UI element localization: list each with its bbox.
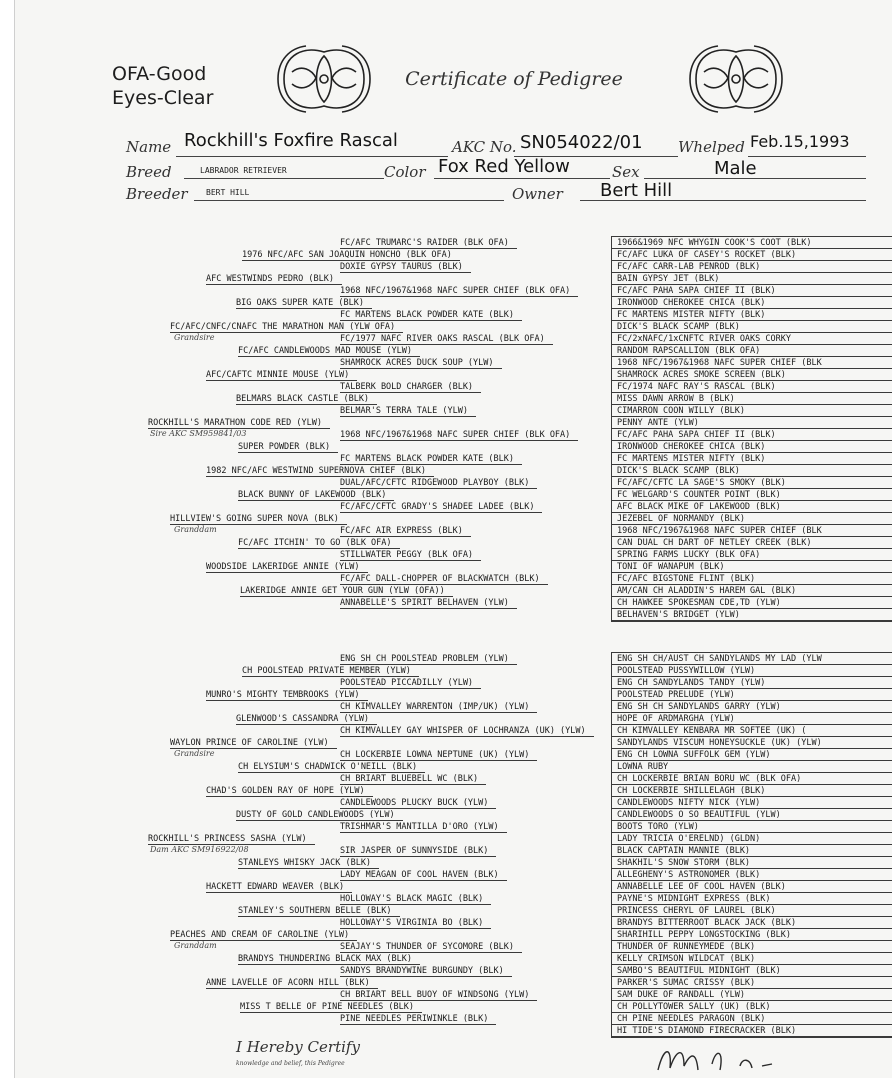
sire_side-gen5-entry: SHAMROCK ACRES DUCK SOUP (YLW) — [340, 358, 502, 369]
dam_side-gen5-entry: SANDYS BRANDYWINE BURGUNDY (BLK) — [340, 966, 512, 977]
dam_side-gen4-entry: BRANDYS THUNDERING BLACK MAX (BLK) — [238, 954, 420, 965]
sire_side-grandparent-note: Granddam — [174, 525, 217, 534]
dam_side-gen6-entry: BRANDYS BITTERROOT BLACK JACK (BLK) — [612, 917, 892, 929]
dam_side-grandparent-note: Grandsire — [174, 749, 215, 758]
owner-value: Bert Hill — [600, 180, 673, 201]
dam_side-gen6-entry: SANDYLANDS VISCUM HONEYSUCKLE (UK) (YLW) — [612, 737, 892, 749]
dam_side-gen6-entry: LOWNA RUBY — [612, 761, 892, 773]
dam_side-gen5-entry: CH KIMVALLEY GAY WHISPER OF LOCHRANZA (UK) (YLW) — [340, 726, 594, 737]
sire_side-gen5-entry: FC/AFC/CFTC GRADY'S SHADEE LADEE (BLK) — [340, 502, 542, 513]
sire_side-gen6-entry: AM/CAN CH ALADDIN'S HAREM GAL (BLK) — [612, 585, 892, 597]
certify-statement: I Hereby Certify — [236, 1038, 360, 1056]
dam_side-gen4-entry: CH ELYSIUM'S CHADWICK O'NEILL (BLK) — [238, 762, 425, 773]
sire_side-gen5-entry: FC/AFC DALL-CHOPPER OF BLACKWATCH (BLK) — [340, 574, 548, 585]
dam_side-gen3-entry: HACKETT EDWARD WEAVER (BLK) — [206, 882, 352, 893]
sire_side-gen6-entry: MISS DAWN ARROW B (BLK) — [612, 393, 892, 405]
dam-registration-note: Dam AKC SM916922/08 — [150, 845, 249, 854]
dam_side-gen4-entry: MISS T BELLE OF PINE NEEDLES (BLK) — [240, 1002, 422, 1013]
dam_side-gen5-entry: HOLLOWAY'S VIRGINIA BO (BLK) — [340, 918, 491, 929]
dam_side-gen6-entry: ENG SH CH/AUST CH SANDYLANDS MY LAD (YLW — [612, 653, 892, 665]
dam_side-gen6-entry: POOLSTEAD PUSSYWILLOW (YLW) — [612, 665, 892, 677]
certificate-title: Certificate of Pedigree — [405, 68, 623, 90]
akc-number: SN054022/01 — [520, 132, 643, 153]
sire_side-gen6-entry: FC MARTENS MISTER NIFTY (BLK) — [612, 453, 892, 465]
dam_side-gen4-entry: DUSTY OF GOLD CANDLEWOODS (YLW) — [236, 810, 403, 821]
sire_side-gen5-entry: 1968 NFC/1967&1968 NAFC SUPER CHIEF (BLK OFA) — [340, 430, 578, 441]
dam_side-gen5-entry: CANDLEWOODS PLUCKY BUCK (YLW) — [340, 798, 496, 809]
dam_side-gen3-entry: ANNE LAVELLE OF ACORN HILL (BLK) — [206, 978, 378, 989]
dam_side-gen6-entry: SHARIHILL PEPPY LONGSTOCKING (BLK) — [612, 929, 892, 941]
sire_side-gen6-entry: SPRING FARMS LUCKY (BLK OFA) — [612, 549, 892, 561]
handwritten-note-line-2: Eyes-Clear — [112, 87, 214, 109]
sire_side-gen4-entry: FC/AFC ITCHIN' TO GO (BLK OFA) — [238, 538, 400, 549]
breed-value: LABRADOR RETRIEVER — [200, 166, 287, 175]
sex-label: Sex — [612, 163, 640, 181]
sire_side-gen5-entry: FC/1977 NAFC RIVER OAKS RASCAL (BLK OFA) — [340, 334, 553, 345]
sire_side-gen6-entry: 1968 NFC/1967&1968 NAFC SUPER CHIEF (BLK — [612, 525, 892, 537]
dam_side-gen6-entry: SAMBO'S BEAUTIFUL MIDNIGHT (BLK) — [612, 965, 892, 977]
breed-label: Breed — [126, 163, 172, 181]
handwritten-note-line-1: OFA-Good — [112, 63, 207, 85]
sire_side-gen3-entry: WOODSIDE LAKERIDGE ANNIE (YLW) — [206, 562, 368, 573]
dam_side-gen6-entry: CH KIMVALLEY KENBARA MR SOFTEE (UK) ( — [612, 725, 892, 737]
sire_side-gen6-entry: FC/2xNAFC/1xCNFTC RIVER OAKS CORKY — [612, 333, 892, 345]
sire_side-gen6-entry: FC/AFC LUKA OF CASEY'S ROCKET (BLK) — [612, 249, 892, 261]
sire_side-grandparent-entry: HILLVIEW'S GOING SUPER NOVA (BLK) — [170, 514, 347, 525]
sire_side-gen5-entry: STILLWATER PEGGY (BLK OFA) — [340, 550, 481, 561]
dam_side-gen6-entry: ALLEGHENY'S ASTRONOMER (BLK) — [612, 869, 892, 881]
dam_side-grandparent-entry: WAYLON PRINCE OF CAROLINE (YLW) — [170, 738, 337, 749]
dam_side-gen5-entry: SEAJAY'S THUNDER OF SYCOMORE (BLK) — [340, 942, 522, 953]
sire_side-gen4-entry: FC/AFC CANDLEWOODS MAD MOUSE (YLW) — [238, 346, 420, 357]
dam_side-gen5-entry: CH BRIART BELL BUOY OF WINDSONG (YLW) — [340, 990, 537, 1001]
sire_side-gen6-entry: FC WELGARD'S COUNTER POINT (BLK) — [612, 489, 892, 501]
whelped-date: Feb.15,1993 — [750, 132, 850, 151]
sire_side-gen6-entry: CIMARRON COON WILLY (BLK) — [612, 405, 892, 417]
sire_side-gen6-entry: 1966&1969 NFC WHYGIN COOK'S COOT (BLK) — [612, 237, 892, 249]
sire_side-gen3-entry: AFC/CAFTC MINNIE MOUSE (YLW) — [206, 370, 357, 381]
sex-value: Male — [714, 158, 757, 179]
color-label: Color — [384, 163, 426, 181]
color-value: Fox Red Yellow — [438, 156, 570, 177]
dam_side-gen6-entry: THUNDER OF RUNNEYMEDE (BLK) — [612, 941, 892, 953]
sire_side-gen6-entry: FC/AFC BIGSTONE FLINT (BLK) — [612, 573, 892, 585]
dam_side-gen4-entry: STANLEYS WHISKY JACK (BLK) — [238, 858, 379, 869]
dam_side-gen6-entry: CANDLEWOODS NIFTY NICK (YLW) — [612, 797, 892, 809]
dam_side-gen6-entry: SAM DUKE OF RANDALL (YLW) — [612, 989, 892, 1001]
dam_side-gen5-entry: CH KIMVALLEY WARRENTON (IMP/UK) (YLW) — [340, 702, 537, 713]
dam_side-gen5-entry: CH LOCKERBIE LOWNA NEPTUNE (UK) (YLW) — [340, 750, 537, 761]
dam_side-gen6-entry: CH LOCKERBIE SHILLELAGH (BLK) — [612, 785, 892, 797]
breeder-label: Breeder — [126, 185, 188, 203]
sire_side-gen6-entry: DICK'S BLACK SCAMP (BLK) — [612, 321, 892, 333]
dam_side-gen6-entry: PRINCESS CHERYL OF LAUREL (BLK) — [612, 905, 892, 917]
dam-entry: ROCKHILL'S PRINCESS SASHA (YLW) — [148, 834, 315, 845]
sire_side-grandparent-note: Grandsire — [174, 333, 215, 342]
dam_side-gen6-entry: CANDLEWOODS O SO BEAUTIFUL (YLW) — [612, 809, 892, 821]
dam_side-gen6-entry: ENG CH SANDYLANDS TANDY (YLW) — [612, 677, 892, 689]
sire_side-gen6-entry: CH HAWKEE SPOKESMAN CDE,TD (YLW) — [612, 597, 892, 609]
sire_side-gen3-entry: AFC WESTWINDS PEDRO (BLK) — [206, 274, 342, 285]
whelped-label: Whelped — [678, 138, 745, 156]
sire_side-gen6-entry: IRONWOOD CHEROKEE CHICA (BLK) — [612, 441, 892, 453]
dam_side-gen6-entry: CH LOCKERBIE BRIAN BORU WC (BLK OFA) — [612, 773, 892, 785]
dam_side-gen5-entry: ENG SH CH POOLSTEAD PROBLEM (YLW) — [340, 654, 517, 665]
sire_side-gen5-entry: ANNABELLE'S SPIRIT BELHAVEN (YLW) — [340, 598, 517, 609]
sire_side-gen6-entry: FC/1974 NAFC RAY'S RASCAL (BLK) — [612, 381, 892, 393]
sire_side-gen6-entry: AFC BLACK MIKE OF LAKEWOOD (BLK) — [612, 501, 892, 513]
sire_side-gen4-entry: BELMARS BLACK CASTLE (BLK) — [236, 394, 377, 405]
sire_side-gen4-entry: 1976 NFC/AFC SAN JOAQUIN HONCHO (BLK OFA) — [242, 250, 460, 261]
sire_side-gen6-entry: FC/AFC PAHA SAPA CHIEF II (BLK) — [612, 429, 892, 441]
sire_side-gen6-entry: SHAMROCK ACRES SMOKE SCREEN (BLK) — [612, 369, 892, 381]
dam_side-gen4-entry: GLENWOOD'S CASSANDRA (YLW) — [236, 714, 377, 725]
dam_side-gen6-entry: ENG SH CH SANDYLANDS GARRY (YLW) — [612, 701, 892, 713]
dam_side-gen3-entry: CHAD'S GOLDEN RAY OF HOPE (YLW) — [206, 786, 373, 797]
dam_side-gen5-entry: POOLSTEAD PICCADILLY (YLW) — [340, 678, 481, 689]
sire_side-gen6-entry: CAN DUAL CH DART OF NETLEY CREEK (BLK) — [612, 537, 892, 549]
dam_side-gen5-entry: TRISHMAR'S MANTILLA D'ORO (YLW) — [340, 822, 507, 833]
certify-subtext: knowledge and belief, this Pedigree — [236, 1060, 345, 1067]
dam_side-gen6-entry: POOLSTEAD PRELUDE (YLW) — [612, 689, 892, 701]
left-ornament-icon — [274, 42, 374, 116]
dam_side-gen6-entry: PAYNE'S MIDNIGHT EXPRESS (BLK) — [612, 893, 892, 905]
sire_side-gen6-entry: JEZEBEL OF NORMANDY (BLK) — [612, 513, 892, 525]
handwritten-note — [112, 62, 262, 110]
dam_side-gen5-entry: CH BRIART BLUEBELL WC (BLK) — [340, 774, 486, 785]
dam_side-gen6-entry: ANNABELLE LEE OF COOL HAVEN (BLK) — [612, 881, 892, 893]
dam_side-gen5-entry: PINE NEEDLES PERIWINKLE (BLK) — [340, 1014, 496, 1025]
dog-name: Rockhill's Foxfire Rascal — [184, 130, 398, 151]
owner-label: Owner — [512, 185, 563, 203]
sire_side-gen6-entry: FC/AFC CARR-LAB PENROD (BLK) — [612, 261, 892, 273]
sire_side-gen5-entry: TALBERK BOLD CHARGER (BLK) — [340, 382, 481, 393]
dam_side-gen6-entry: LADY TRICIA O'ERELND) (GLDN) — [612, 833, 892, 845]
sire_side-gen6-entry: FC/AFC PAHA SAPA CHIEF II (BLK) — [612, 285, 892, 297]
sire_side-gen6-entry: BAIN GYPSY JET (BLK) — [612, 273, 892, 285]
sire_side-gen4-entry: BLACK BUNNY OF LAKEWOOD (BLK) — [238, 490, 394, 501]
dam_side-gen6-entry: HOPE OF ARDMARGHA (YLW) — [612, 713, 892, 725]
dam_side-grandparent-note: Granddam — [174, 941, 217, 950]
dam_side-gen4-entry: STANLEY'S SOUTHERN BELLE (BLK) — [238, 906, 400, 917]
sire_side-gen5-entry: 1968 NFC/1967&1968 NAFC SUPER CHIEF (BLK OFA) — [340, 286, 578, 297]
sire_side-gen4-entry: LAKERIDGE ANNIE GET YOUR GUN (YLW (OFA)) — [240, 586, 453, 597]
sire-registration-note: Sire AKC SM959841/03 — [150, 429, 247, 438]
dam-ggp-column — [611, 652, 892, 1038]
dam_side-gen6-entry: BLACK CAPTAIN MANNIE (BLK) — [612, 845, 892, 857]
dam_side-gen5-entry: LADY MEAGAN OF COOL HAVEN (BLK) — [340, 870, 507, 881]
sire_side-gen6-entry: DICK'S BLACK SCAMP (BLK) — [612, 465, 892, 477]
dam_side-gen6-entry: BOOTS TORO (YLW) — [612, 821, 892, 833]
sire_side-gen6-entry: FC MARTENS MISTER NIFTY (BLK) — [612, 309, 892, 321]
sire_side-gen6-entry: TONI OF WANAPUM (BLK) — [612, 561, 892, 573]
sire_side-gen6-entry: BELHAVEN'S BRIDGET (YLW) — [612, 609, 892, 621]
sire_side-grandparent-entry: FC/AFC/CNFC/CNAFC THE MARATHON MAN (YLW OFA) — [170, 322, 403, 333]
akc-label: AKC No. — [452, 138, 517, 156]
dam_side-gen6-entry: PARKER'S SUMAC CRISSY (BLK) — [612, 977, 892, 989]
sire_side-gen5-entry: FC/AFC AIR EXPRESS (BLK) — [340, 526, 471, 537]
sire_side-gen5-entry: BELMAR'S TERRA TALE (YLW) — [340, 406, 476, 417]
sire_side-gen5-entry: FC/AFC TRUMARC'S RAIDER (BLK OFA) — [340, 238, 517, 249]
dam_side-gen6-entry: KELLY CRIMSON WILDCAT (BLK) — [612, 953, 892, 965]
dam_side-gen6-entry: CH PINE NEEDLES PARAGON (BLK) — [612, 1013, 892, 1025]
sire_side-gen5-entry: DUAL/AFC/CFTC RIDGEWOOD PLAYBOY (BLK) — [340, 478, 537, 489]
dam_side-gen6-entry: HI TIDE'S DIAMOND FIRECRACKER (BLK) — [612, 1025, 892, 1037]
dam_side-gen6-entry: CH POLLYTOWER SALLY (UK) (BLK) — [612, 1001, 892, 1013]
dam_side-grandparent-entry: PEACHES AND CREAM OF CAROLINE (YLW) — [170, 930, 357, 941]
sire_side-gen5-entry: FC MARTENS BLACK POWDER KATE (BLK) — [340, 310, 522, 321]
sire_side-gen6-entry: FC/AFC/CFTC LA SAGE'S SMOKY (BLK) — [612, 477, 892, 489]
sire_side-gen4-entry: BIG OAKS SUPER KATE (BLK) — [236, 298, 372, 309]
sire_side-gen4-entry: SUPER POWDER (BLK) — [238, 442, 338, 453]
right-ornament-icon — [686, 42, 786, 116]
dam_side-gen6-entry: SHAKHIL'S SNOW STORM (BLK) — [612, 857, 892, 869]
sire-ggp-column — [611, 236, 892, 622]
sire_side-gen5-entry: DOXIE GYPSY TAURUS (BLK) — [340, 262, 471, 273]
sire_side-gen6-entry: RANDOM RAPSCALLION (BLK OFA) — [612, 345, 892, 357]
dam_side-gen4-entry: CH POOLSTEAD PRIVATE MEMBER (YLW) — [242, 666, 419, 677]
sire_side-gen6-entry: 1968 NFC/1967&1968 NAFC SUPER CHIEF (BLK — [612, 357, 892, 369]
sire_side-gen3-entry: 1982 NFC/AFC WESTWIND SUPERNOVA CHIEF (BLK) — [206, 466, 434, 477]
dam_side-gen5-entry: HOLLOWAY'S BLACK MAGIC (BLK) — [340, 894, 491, 905]
dam_side-gen6-entry: ENG CH LOWNA SUFFOLK GEM (YLW) — [612, 749, 892, 761]
breeder-value: BERT HILL — [206, 188, 250, 197]
sire_side-gen5-entry: FC MARTENS BLACK POWDER KATE (BLK) — [340, 454, 522, 465]
sire_side-gen6-entry: PENNY ANTE (YLW) — [612, 417, 892, 429]
signature-icon — [654, 1040, 784, 1076]
sire_side-gen6-entry: IRONWOOD CHEROKEE CHICA (BLK) — [612, 297, 892, 309]
dam_side-gen3-entry: MUNRO'S MIGHTY TEMBROOKS (YLW) — [206, 690, 368, 701]
dam_side-gen5-entry: SIR JASPER OF SUNNYSIDE (BLK) — [340, 846, 496, 857]
sire-entry: ROCKHILL'S MARATHON CODE RED (YLW) — [148, 418, 330, 429]
pedigree-certificate — [14, 0, 892, 1078]
name-label: Name — [126, 138, 172, 156]
